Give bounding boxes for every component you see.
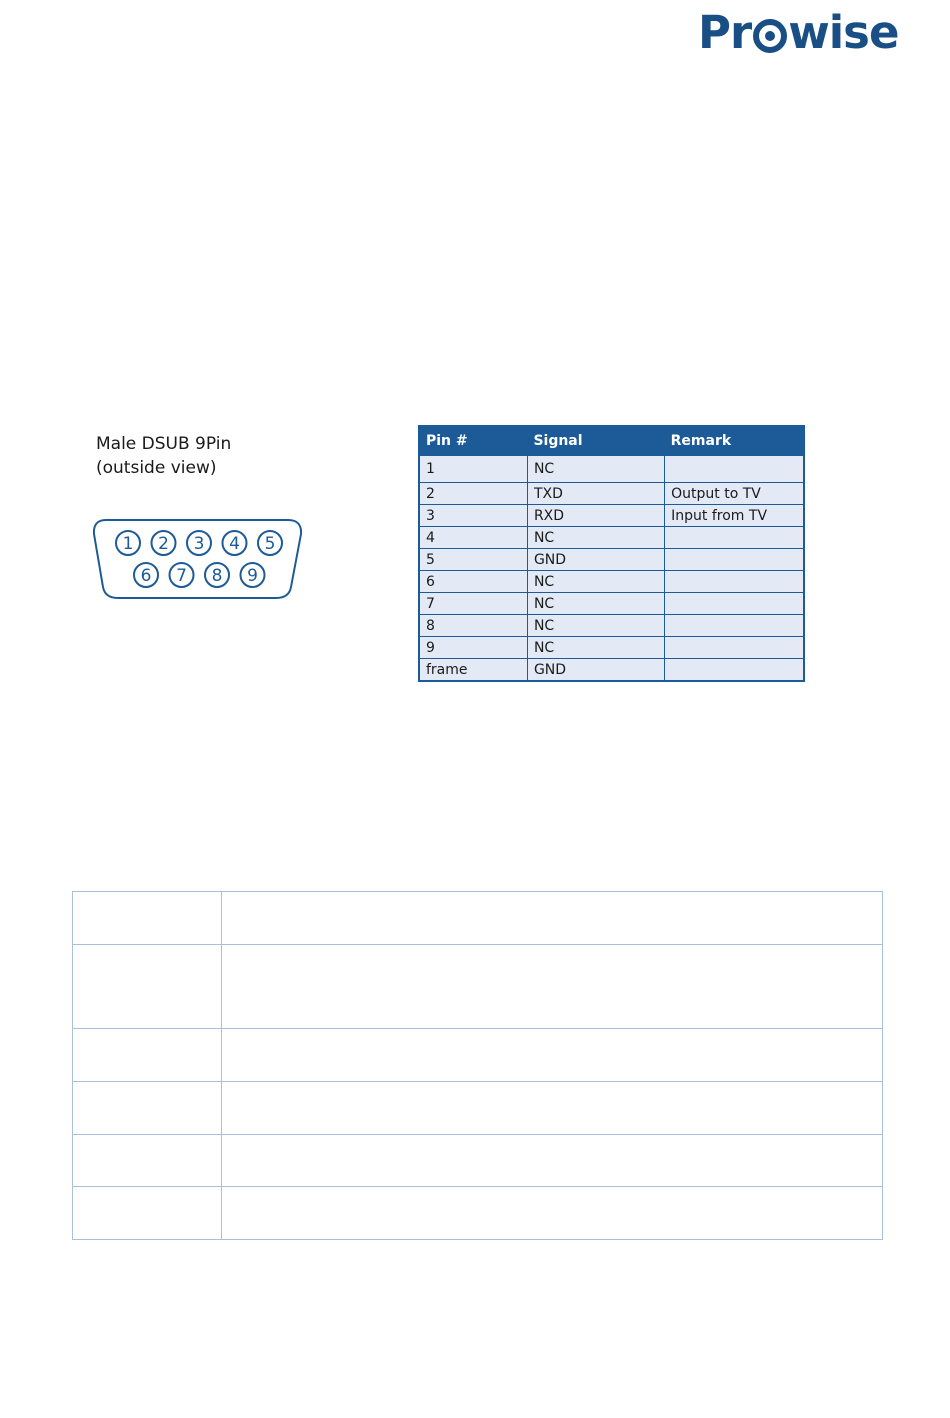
- table-row: [419, 483, 804, 505]
- settings-label-cell: [73, 945, 222, 1029]
- settings-row: [73, 1029, 883, 1082]
- signal-cell: GND: [527, 659, 664, 682]
- pin-7-label: 7: [176, 566, 187, 586]
- pin-8-label: 8: [211, 566, 223, 586]
- table-row: [419, 549, 804, 571]
- signal-cell: TXD: [527, 483, 664, 505]
- pin-2-label: 2: [158, 534, 169, 554]
- remark-cell: Output to TV: [665, 483, 804, 505]
- settings-label-cell: [73, 892, 222, 945]
- settings-row: [73, 1187, 883, 1240]
- table-row: [419, 571, 804, 593]
- remark-cell: [665, 637, 804, 659]
- header-pin: Pin #: [419, 426, 527, 456]
- remark-cell: [665, 615, 804, 637]
- pin-cell: frame: [419, 659, 527, 682]
- table-row: [419, 505, 804, 527]
- remark-cell: [665, 659, 804, 682]
- signal-cell: NC: [527, 571, 664, 593]
- table-row: [419, 593, 804, 615]
- table-row: [419, 659, 804, 682]
- signal-cell: NC: [527, 593, 664, 615]
- settings-row: [73, 1135, 883, 1187]
- pin-1-label: 1: [122, 534, 134, 554]
- table-header-row: [419, 426, 804, 456]
- signal-cell: GND: [527, 549, 664, 571]
- table-row: [419, 615, 804, 637]
- settings-value-cell: [222, 1187, 883, 1240]
- connector-subtitle: (outside view): [96, 458, 217, 478]
- settings-label-cell: [73, 1029, 222, 1082]
- table-row: [419, 527, 804, 549]
- pin-cell: 3: [419, 505, 527, 527]
- pin-cell: 4: [419, 527, 527, 549]
- header-signal: Signal: [527, 426, 664, 456]
- connector-title: Male DSUB 9Pin: [96, 434, 232, 454]
- remark-cell: [665, 571, 804, 593]
- settings-row: [73, 1082, 883, 1135]
- remark-cell: Input from TV: [665, 505, 804, 527]
- settings-value-cell: [222, 892, 883, 945]
- signal-cell: NC: [527, 456, 664, 483]
- connector-caption: [96, 432, 231, 480]
- pin-cell: 2: [419, 483, 527, 505]
- pin-cell: 9: [419, 637, 527, 659]
- settings-value-cell: [222, 1082, 883, 1135]
- remark-cell: [665, 456, 804, 483]
- pin-cell: 8: [419, 615, 527, 637]
- signal-cell: NC: [527, 527, 664, 549]
- settings-label-cell: [73, 1187, 222, 1240]
- settings-row: [73, 945, 883, 1029]
- remark-cell: [665, 527, 804, 549]
- remark-cell: [665, 593, 804, 615]
- settings-label-cell: [73, 1135, 222, 1187]
- pin-cell: 6: [419, 571, 527, 593]
- settings-label-cell: [73, 1082, 222, 1135]
- settings-table: [72, 891, 883, 1240]
- pin-6-label: 6: [140, 566, 152, 586]
- pin-cell: 5: [419, 549, 527, 571]
- pin-9-label: 9: [247, 566, 258, 586]
- signal-cell: NC: [527, 615, 664, 637]
- pin-cell: 7: [419, 593, 527, 615]
- settings-value-cell: [222, 1029, 883, 1082]
- prowise-logo: [698, 6, 899, 59]
- settings-row: [73, 892, 883, 945]
- table-row: [419, 637, 804, 659]
- logo-o-icon: [753, 19, 787, 53]
- pin-assignment-table: [418, 425, 805, 682]
- remark-cell: [665, 549, 804, 571]
- pin-3-label: 3: [193, 534, 205, 554]
- pin-4-label: 4: [229, 534, 240, 554]
- signal-cell: NC: [527, 637, 664, 659]
- table-row: [419, 456, 804, 483]
- logo-text-left: Pr: [698, 6, 752, 59]
- signal-cell: RXD: [527, 505, 664, 527]
- dsub9-connector-diagram: [92, 517, 307, 603]
- pin-5-label: 5: [264, 534, 276, 554]
- header-remark: Remark: [665, 426, 804, 456]
- settings-value-cell: [222, 945, 883, 1029]
- logo-text-right: wise: [788, 6, 899, 59]
- settings-value-cell: [222, 1135, 883, 1187]
- pin-cell: 1: [419, 456, 527, 483]
